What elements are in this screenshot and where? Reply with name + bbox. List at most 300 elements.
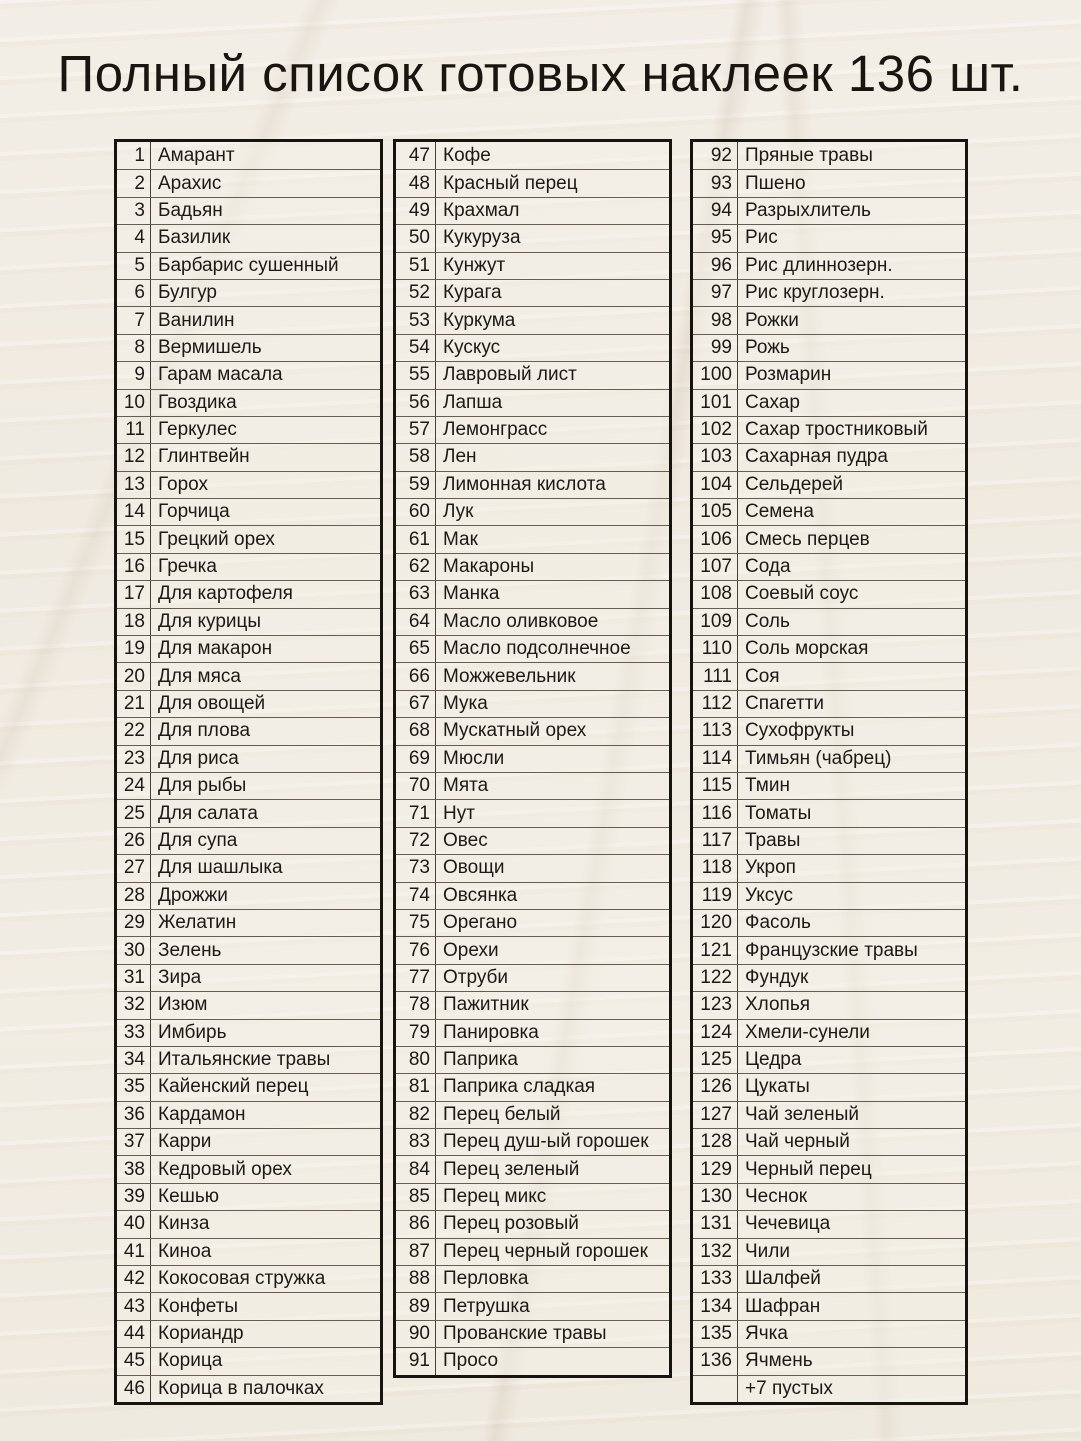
row-label: Для рыбы xyxy=(158,775,247,797)
table-row xyxy=(117,964,380,991)
row-number: 27 xyxy=(117,855,151,881)
table-row xyxy=(117,1183,380,1210)
row-label: Хмели-сунели xyxy=(745,1021,870,1043)
row-label: Чечевица xyxy=(745,1213,831,1235)
row-label: Для риса xyxy=(158,747,239,769)
row-number: 25 xyxy=(117,800,151,826)
row-number: 114 xyxy=(693,746,738,772)
table-row xyxy=(396,1101,669,1128)
table-row xyxy=(693,909,965,936)
table-row xyxy=(117,169,380,196)
row-number: 34 xyxy=(117,1047,151,1073)
row-number: 136 xyxy=(693,1348,738,1374)
table-row xyxy=(693,964,965,991)
table-row xyxy=(396,662,669,689)
row-label: Пажитник xyxy=(443,994,529,1016)
row-label: Макароны xyxy=(443,556,535,578)
row-label: Перец душ-ый горошек xyxy=(443,1131,649,1153)
row-number: 40 xyxy=(117,1211,151,1237)
row-number: 51 xyxy=(396,253,436,279)
table-row xyxy=(693,443,965,470)
table-row xyxy=(117,1155,380,1182)
table-row xyxy=(117,553,380,580)
table-row xyxy=(693,306,965,333)
row-label: Смесь перцев xyxy=(745,528,870,550)
table-row xyxy=(396,964,669,991)
row-label: Для салата xyxy=(158,802,258,824)
row-label: Гвоздика xyxy=(158,391,237,413)
row-number: 8 xyxy=(117,335,151,361)
table-row xyxy=(693,1265,965,1292)
row-number: 81 xyxy=(396,1074,436,1100)
table-row xyxy=(396,197,669,224)
table-row xyxy=(117,1375,380,1402)
row-number: 70 xyxy=(396,773,436,799)
row-number: 6 xyxy=(117,280,151,306)
table-row xyxy=(693,252,965,279)
row-label: Сельдерей xyxy=(745,473,844,495)
row-number: 101 xyxy=(693,390,738,416)
table-row xyxy=(396,252,669,279)
row-number: 2 xyxy=(117,170,151,196)
row-number: 87 xyxy=(396,1239,436,1265)
row-number: 109 xyxy=(693,609,738,635)
table-row xyxy=(693,717,965,744)
table-row xyxy=(396,745,669,772)
row-number: 1 xyxy=(117,142,151,169)
table-row xyxy=(117,799,380,826)
row-number: 23 xyxy=(117,746,151,772)
table-row xyxy=(396,854,669,881)
table-row xyxy=(693,1101,965,1128)
row-label: Перец микс xyxy=(443,1186,547,1208)
row-label: Кинза xyxy=(158,1213,210,1235)
row-number: 75 xyxy=(396,910,436,936)
table-row xyxy=(396,1292,669,1319)
table-row xyxy=(396,389,669,416)
row-label: Орехи xyxy=(443,939,499,961)
row-label: Черный перец xyxy=(745,1158,872,1180)
table-row xyxy=(693,1375,965,1402)
row-number: 38 xyxy=(117,1156,151,1182)
row-label: Перец розовый xyxy=(443,1213,579,1235)
row-label: Масло оливковое xyxy=(443,610,599,632)
row-number: 31 xyxy=(117,965,151,991)
table-row xyxy=(396,1155,669,1182)
row-label: Крахмал xyxy=(443,199,520,221)
table-row xyxy=(396,525,669,552)
row-number: 93 xyxy=(693,170,738,196)
table-row xyxy=(396,224,669,251)
row-label: Бадьян xyxy=(158,199,223,221)
row-label: Гарам масала xyxy=(158,364,283,386)
row-number: 71 xyxy=(396,800,436,826)
table-row xyxy=(117,580,380,607)
row-number: 77 xyxy=(396,965,436,991)
row-number: 96 xyxy=(693,253,738,279)
table-row xyxy=(693,580,965,607)
row-number: 21 xyxy=(117,691,151,717)
row-number: 111 xyxy=(693,663,738,689)
row-label: Мускатный орех xyxy=(443,720,587,742)
row-label: Барбарис сушенный xyxy=(158,254,339,276)
table-row xyxy=(117,1210,380,1237)
row-label: Прованские травы xyxy=(443,1322,607,1344)
row-label: Мак xyxy=(443,528,478,550)
row-number: 82 xyxy=(396,1102,436,1128)
row-label: Чай зеленый xyxy=(745,1103,859,1125)
row-number: 131 xyxy=(693,1211,738,1237)
row-label: Желатин xyxy=(158,912,237,934)
row-label: Перловка xyxy=(443,1268,529,1290)
row-number: 128 xyxy=(693,1129,738,1155)
table-row xyxy=(396,772,669,799)
row-label: Арахис xyxy=(158,172,222,194)
row-label: Зелень xyxy=(158,939,222,961)
row-label: +7 пустых xyxy=(745,1377,833,1399)
row-number: 20 xyxy=(117,663,151,689)
sticker-table-column-1 xyxy=(114,139,383,1405)
table-row xyxy=(693,1019,965,1046)
row-label: Лавровый лист xyxy=(443,364,577,386)
row-number: 91 xyxy=(396,1348,436,1374)
row-label: Хлопья xyxy=(745,994,811,1016)
row-number: 39 xyxy=(117,1184,151,1210)
table-row xyxy=(117,608,380,635)
row-number: 132 xyxy=(693,1239,738,1265)
row-label: Горох xyxy=(158,473,209,495)
row-number: 46 xyxy=(117,1376,151,1402)
row-number: 48 xyxy=(396,170,436,196)
row-label: Овощи xyxy=(443,857,505,879)
row-label: Итальянские травы xyxy=(158,1049,331,1071)
table-row xyxy=(117,690,380,717)
row-number: 126 xyxy=(693,1074,738,1100)
table-row xyxy=(396,416,669,443)
row-number: 97 xyxy=(693,280,738,306)
row-label: Чеснок xyxy=(745,1186,808,1208)
row-label: Кешью xyxy=(158,1186,220,1208)
row-number: 57 xyxy=(396,417,436,443)
row-label: Чай черный xyxy=(745,1131,850,1153)
row-number: 108 xyxy=(693,581,738,607)
row-number: 56 xyxy=(396,390,436,416)
row-label: Кокосовая стружка xyxy=(158,1268,326,1290)
table-row xyxy=(396,334,669,361)
row-number: 10 xyxy=(117,390,151,416)
table-row xyxy=(396,608,669,635)
row-number: 100 xyxy=(693,362,738,388)
row-label: Можжевельник xyxy=(443,665,576,687)
table-row xyxy=(117,827,380,854)
row-label: Пряные травы xyxy=(745,144,873,166)
row-label: Горчица xyxy=(158,501,230,523)
table-row xyxy=(117,1292,380,1319)
row-number: 112 xyxy=(693,691,738,717)
row-label: Лемонграсс xyxy=(443,419,548,441)
row-number: 72 xyxy=(396,828,436,854)
row-label: Рожь xyxy=(745,336,790,358)
row-label: Орегано xyxy=(443,912,518,934)
row-number: 33 xyxy=(117,1020,151,1046)
row-label: Просо xyxy=(443,1350,499,1372)
row-number: 129 xyxy=(693,1156,738,1182)
row-number: 65 xyxy=(396,636,436,662)
row-label: Лимонная кислота xyxy=(443,473,606,495)
row-label: Курага xyxy=(443,282,502,304)
row-number: 63 xyxy=(396,581,436,607)
table-row xyxy=(117,416,380,443)
row-label: Кукуруза xyxy=(443,227,521,249)
row-number: 74 xyxy=(396,883,436,909)
table-row xyxy=(693,1073,965,1100)
table-row xyxy=(693,224,965,251)
row-label: Масло подсолнечное xyxy=(443,638,631,660)
table-row xyxy=(117,1265,380,1292)
row-number: 58 xyxy=(396,444,436,470)
row-label: Перец черный горошек xyxy=(443,1240,648,1262)
table-row xyxy=(396,1128,669,1155)
row-label: Ячмень xyxy=(745,1350,813,1372)
row-label: Вермишель xyxy=(158,336,262,358)
row-label: Сода xyxy=(745,556,791,578)
row-number: 28 xyxy=(117,883,151,909)
table-row xyxy=(693,991,965,1018)
row-number: 73 xyxy=(396,855,436,881)
row-label: Изюм xyxy=(158,994,208,1016)
row-label: Пшено xyxy=(745,172,806,194)
table-row xyxy=(117,1128,380,1155)
table-row xyxy=(693,361,965,388)
row-number: 45 xyxy=(117,1348,151,1374)
row-number: 12 xyxy=(117,444,151,470)
table-row xyxy=(117,936,380,963)
row-number: 89 xyxy=(396,1293,436,1319)
row-number: 62 xyxy=(396,554,436,580)
table-row xyxy=(693,142,965,169)
table-row xyxy=(693,553,965,580)
row-label: Тмин xyxy=(745,775,790,797)
table-row xyxy=(117,772,380,799)
table-row xyxy=(396,882,669,909)
row-label: Фундук xyxy=(745,966,809,988)
row-number: 124 xyxy=(693,1020,738,1046)
table-row xyxy=(396,635,669,662)
row-label: Перец зеленый xyxy=(443,1158,580,1180)
row-label: Спагетти xyxy=(745,693,825,714)
table-row xyxy=(117,224,380,251)
table-row xyxy=(117,498,380,525)
row-label: Нут xyxy=(443,802,475,824)
row-label: Паприка сладкая xyxy=(443,1076,596,1098)
table-row xyxy=(117,443,380,470)
row-number: 79 xyxy=(396,1020,436,1046)
row-label: Кускус xyxy=(443,336,501,358)
row-number: 68 xyxy=(396,718,436,744)
row-label: Розмарин xyxy=(745,364,832,386)
table-row xyxy=(396,936,669,963)
table-row xyxy=(693,1155,965,1182)
table-row xyxy=(117,1019,380,1046)
table-row xyxy=(117,1320,380,1347)
row-label: Шафран xyxy=(745,1295,821,1317)
row-label: Киноа xyxy=(158,1240,212,1262)
row-label: Куркума xyxy=(443,309,516,331)
row-label: Кофе xyxy=(443,144,491,166)
row-number: 30 xyxy=(117,937,151,963)
row-number: 59 xyxy=(396,472,436,498)
table-row xyxy=(693,690,965,717)
table-row xyxy=(117,635,380,662)
row-label: Зира xyxy=(158,966,202,988)
row-label: Французские травы xyxy=(745,939,918,961)
row-label: Конфеты xyxy=(158,1295,239,1317)
table-row xyxy=(117,854,380,881)
row-number: 7 xyxy=(117,307,151,333)
row-number: 16 xyxy=(117,554,151,580)
row-label: Кедровый орех xyxy=(158,1158,292,1180)
table-row xyxy=(693,1347,965,1374)
row-label: Корица в палочках xyxy=(158,1377,324,1399)
row-number: 60 xyxy=(396,499,436,525)
table-row xyxy=(396,1183,669,1210)
row-label: Для макарон xyxy=(158,638,273,660)
row-number: 117 xyxy=(693,828,738,854)
row-number: 55 xyxy=(396,362,436,388)
row-number: 54 xyxy=(396,335,436,361)
row-label: Для супа xyxy=(158,829,238,851)
table-row xyxy=(396,1046,669,1073)
row-label: Паприка xyxy=(443,1049,518,1071)
row-number: 43 xyxy=(117,1293,151,1319)
row-number: 64 xyxy=(396,609,436,635)
table-row xyxy=(693,498,965,525)
table-row xyxy=(117,991,380,1018)
table-row xyxy=(396,991,669,1018)
row-label: Имбирь xyxy=(158,1021,227,1043)
table-row xyxy=(117,1101,380,1128)
row-label: Фасоль xyxy=(745,912,811,934)
table-row xyxy=(693,882,965,909)
row-number: 26 xyxy=(117,828,151,854)
row-label: Укроп xyxy=(745,857,796,879)
table-row xyxy=(396,306,669,333)
row-label: Соя xyxy=(745,665,780,687)
row-number: 47 xyxy=(396,142,436,169)
row-number: 92 xyxy=(693,142,738,169)
row-number: 42 xyxy=(117,1266,151,1292)
row-number: 24 xyxy=(117,773,151,799)
table-row xyxy=(396,717,669,744)
row-label: Корица xyxy=(158,1350,223,1372)
sticker-table-column-2 xyxy=(393,139,672,1378)
sticker-table-column-3 xyxy=(690,139,968,1405)
table-row xyxy=(117,279,380,306)
row-label: Овсянка xyxy=(443,884,518,906)
table-row xyxy=(117,252,380,279)
row-number: 29 xyxy=(117,910,151,936)
row-number: 9 xyxy=(117,362,151,388)
row-number: 120 xyxy=(693,910,738,936)
row-number: 76 xyxy=(396,937,436,963)
row-label: Чили xyxy=(745,1240,790,1262)
row-number: 69 xyxy=(396,746,436,772)
row-label: Рис xyxy=(745,227,778,249)
row-label: Овес xyxy=(443,829,488,851)
table-row xyxy=(396,1210,669,1237)
row-label: Базилик xyxy=(158,227,231,249)
table-row xyxy=(693,799,965,826)
row-number: 118 xyxy=(693,855,738,881)
table-row xyxy=(693,1238,965,1265)
row-label: Кайенский перец xyxy=(158,1076,309,1098)
table-row xyxy=(693,608,965,635)
row-label: Лапша xyxy=(443,391,503,413)
row-label: Сахар xyxy=(745,391,800,413)
table-row xyxy=(117,909,380,936)
table-row xyxy=(117,1238,380,1265)
table-row xyxy=(693,1183,965,1210)
row-label: Лен xyxy=(443,446,477,468)
row-number: 86 xyxy=(396,1211,436,1237)
row-label: Кардамон xyxy=(158,1103,246,1125)
row-number: 127 xyxy=(693,1102,738,1128)
row-number: 22 xyxy=(117,718,151,744)
table-row xyxy=(693,745,965,772)
table-row xyxy=(693,635,965,662)
row-label: Семена xyxy=(745,501,814,523)
table-row xyxy=(396,909,669,936)
table-row xyxy=(693,1292,965,1319)
row-label: Мука xyxy=(443,693,488,714)
row-number: 99 xyxy=(693,335,738,361)
row-number: 14 xyxy=(117,499,151,525)
row-label: Геркулес xyxy=(158,419,237,441)
table-row xyxy=(396,361,669,388)
row-number: 83 xyxy=(396,1129,436,1155)
row-label: Амарант xyxy=(158,144,235,166)
table-row xyxy=(396,1073,669,1100)
row-label: Дрожжи xyxy=(158,884,228,906)
row-label: Манка xyxy=(443,583,500,605)
row-number: 113 xyxy=(693,718,738,744)
table-row xyxy=(693,389,965,416)
table-row xyxy=(396,443,669,470)
row-number: 110 xyxy=(693,636,738,662)
row-number: 134 xyxy=(693,1293,738,1319)
row-number: 80 xyxy=(396,1047,436,1073)
row-label: Отруби xyxy=(443,966,509,988)
row-label: Рис круглозерн. xyxy=(745,282,885,304)
table-row xyxy=(117,745,380,772)
table-row xyxy=(117,471,380,498)
table-row xyxy=(693,1320,965,1347)
table-row xyxy=(117,306,380,333)
row-label: Красный перец xyxy=(443,172,578,194)
row-number: 90 xyxy=(396,1321,436,1347)
row-label: Перец белый xyxy=(443,1103,561,1125)
table-row xyxy=(693,1046,965,1073)
row-number: 35 xyxy=(117,1074,151,1100)
table-row xyxy=(117,525,380,552)
table-row xyxy=(396,1265,669,1292)
row-number: 5 xyxy=(117,253,151,279)
row-label: Соль морская xyxy=(745,638,869,660)
row-number: 15 xyxy=(117,526,151,552)
row-label: Панировка xyxy=(443,1021,539,1043)
row-number: 121 xyxy=(693,937,738,963)
row-number: 119 xyxy=(693,883,738,909)
